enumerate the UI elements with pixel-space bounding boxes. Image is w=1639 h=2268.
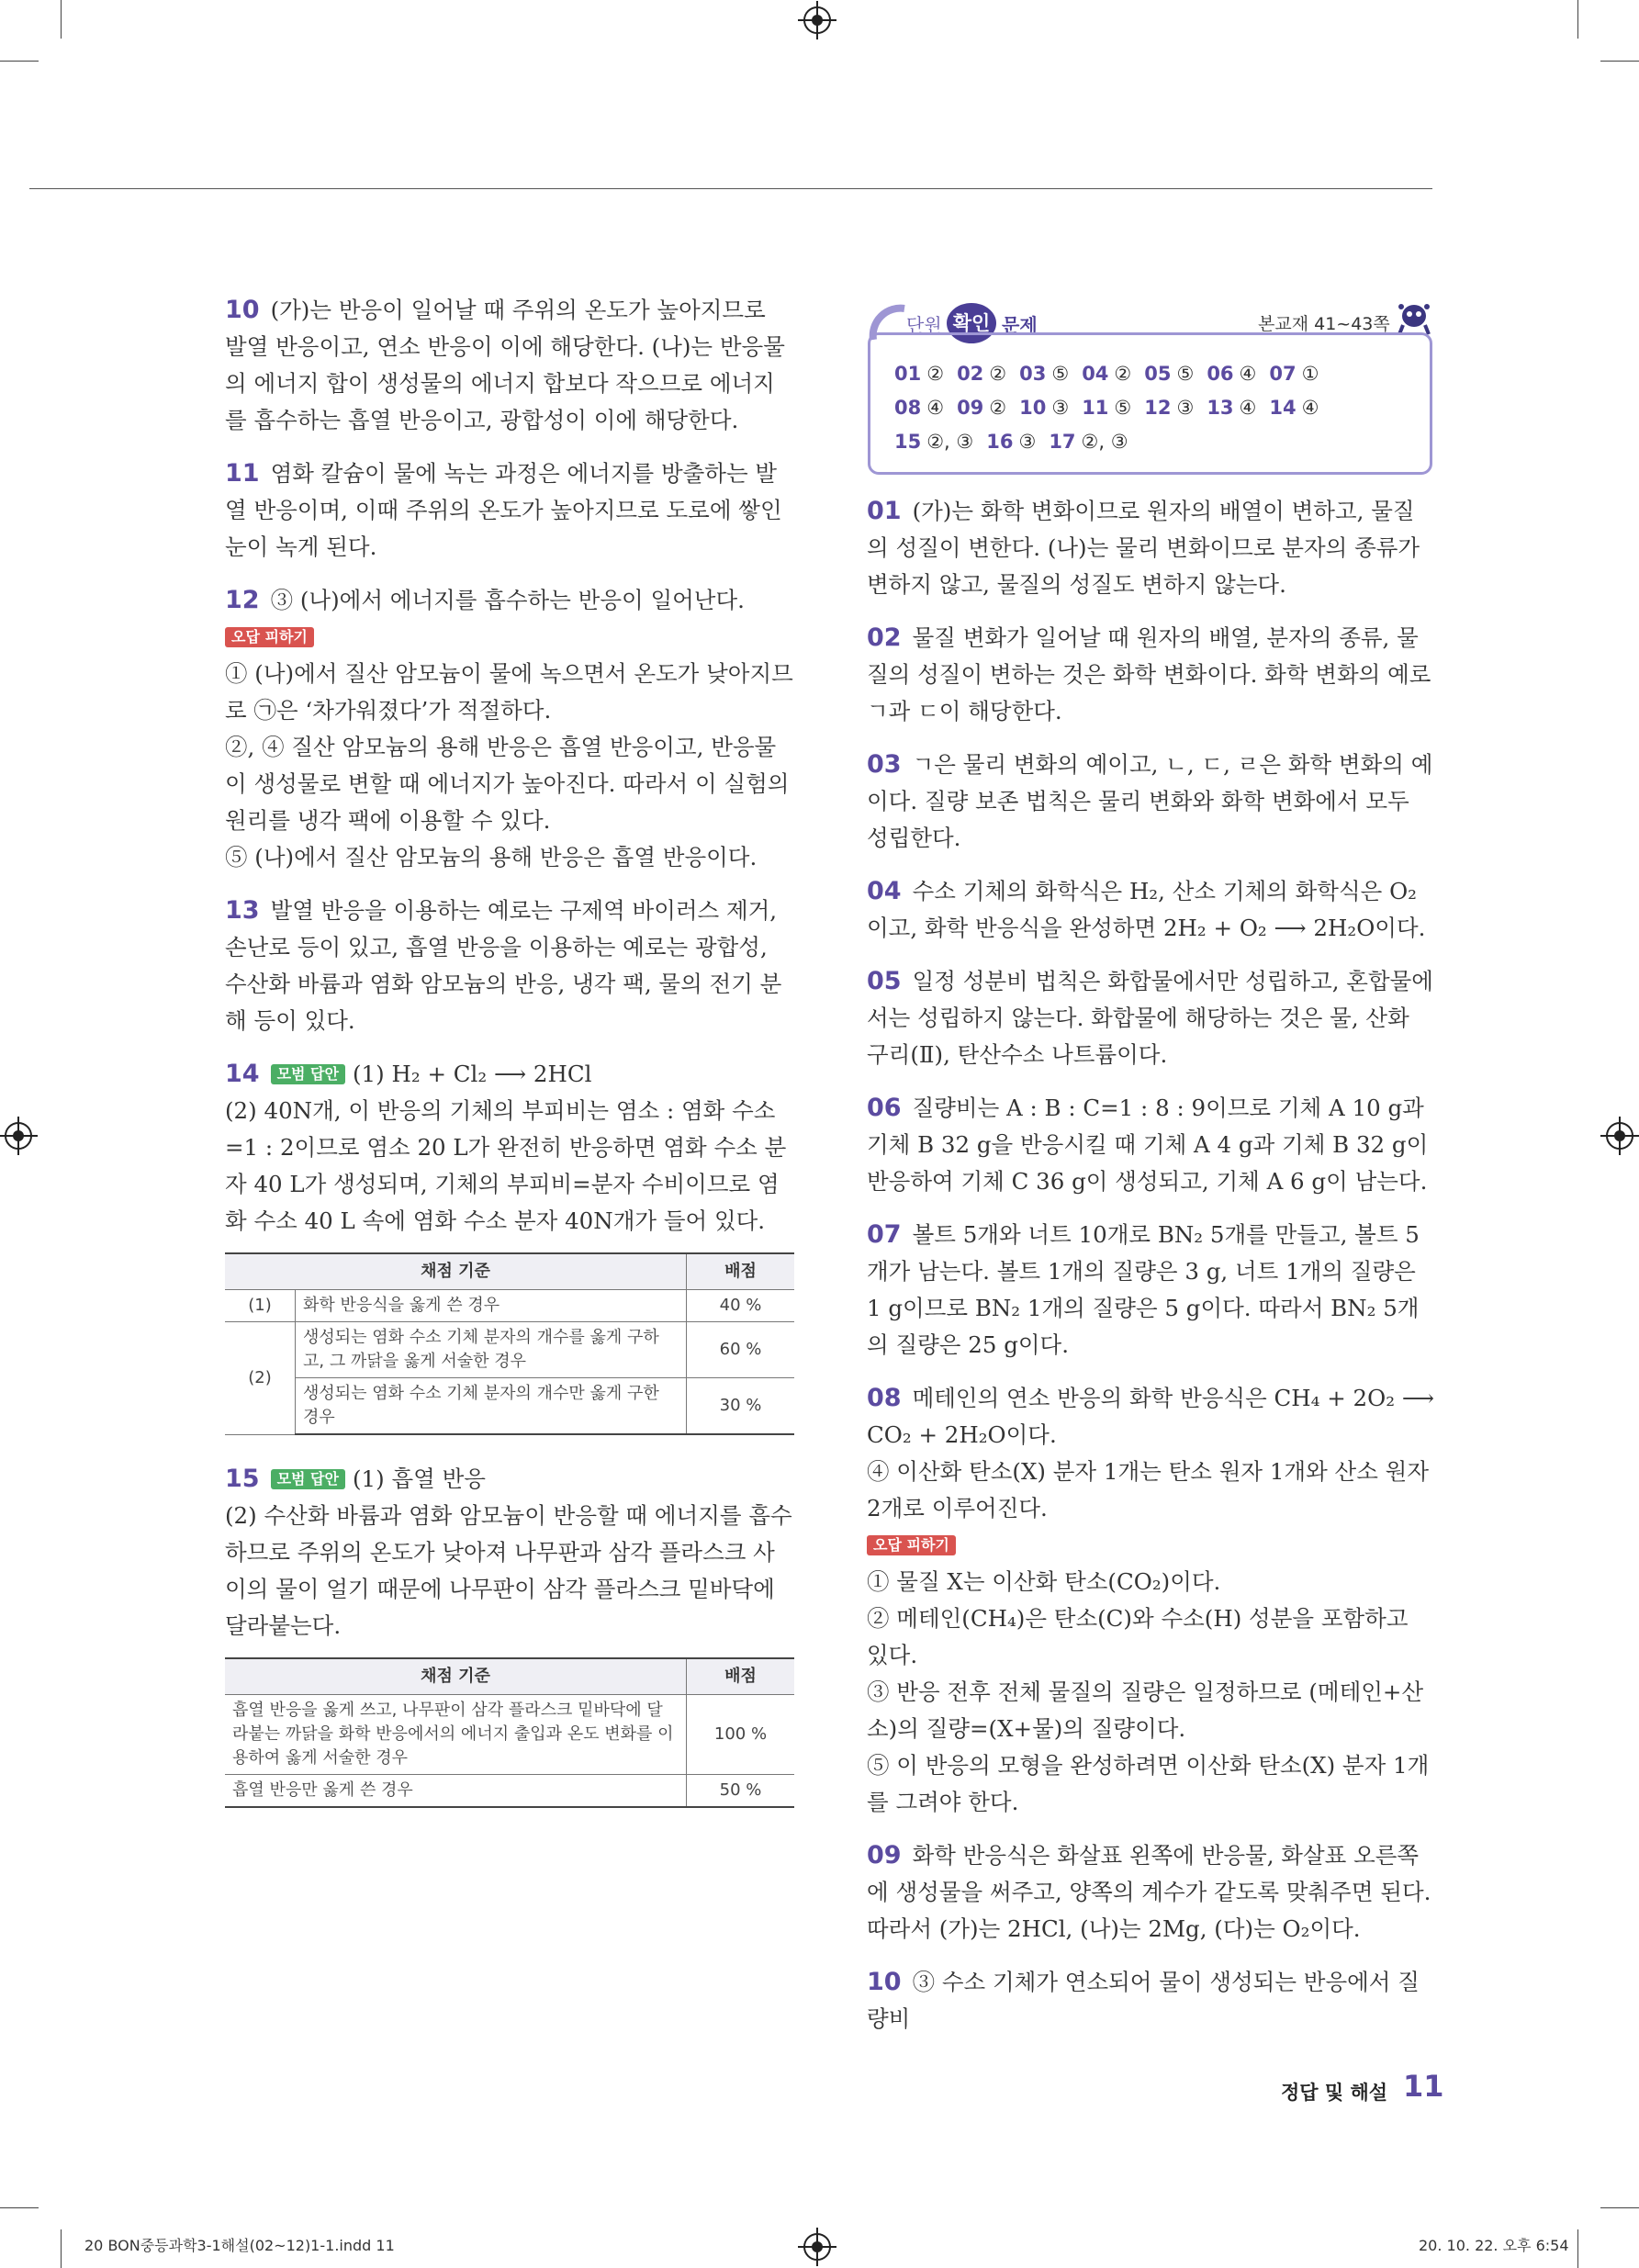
answer-key-number: 09 xyxy=(957,397,984,419)
slug-file: 20 BON중등과학3-1해설(02~12)1-1.indd 11 xyxy=(84,2237,395,2254)
crop-mark xyxy=(61,0,62,39)
crop-mark xyxy=(0,2207,39,2208)
crop-mark xyxy=(1600,61,1639,62)
model-answer-badge: 모범 답안 xyxy=(271,1064,345,1084)
answer-13: 13 발열 반응을 이용하는 예로는 구제역 바이러스 제거, 손난로 등이 있고, 흡열 반응을 이용하는 예로는 광합성, 수산화 바륨과 염화 암모늄의 반응, 냉각 팩, 물의 전기 분해 등이 있다. xyxy=(225,896,782,1034)
page-number: 11 xyxy=(1403,2069,1444,2104)
answer-key-choice: ②, ③ xyxy=(926,431,974,453)
slug-date: 20. 10. 22. 오후 6:54 xyxy=(1419,2237,1569,2254)
answer-key-choice: ② xyxy=(1114,363,1132,385)
answer-05: 05 일정 성분비 법칙은 화합물에서만 성립하고, 혼합물에서는 성립하지 않는다. 화합물에 해당하는 것은 물, 산화 구리(Ⅱ), 탄산수소 나트륨이다. xyxy=(867,967,1433,1068)
unit-check-header: 단원 확인 문제 본교재 41~43쪽 xyxy=(868,303,1432,343)
avoid-wrong-badge: 오답 피하기 xyxy=(867,1535,956,1555)
answer-key-number: 15 xyxy=(894,431,922,453)
answer-key-item xyxy=(1269,357,1319,391)
answer-10-right: 10 ③ 수소 기체가 연소되어 물이 생성되는 반응에서 질량비 xyxy=(867,1968,1420,2032)
registration-mark-icon xyxy=(5,1122,32,1150)
model-answer-badge: 모범 답안 xyxy=(271,1469,345,1489)
crop-mark xyxy=(61,2229,62,2268)
answer-11: 11 염화 칼슘이 물에 녹는 과정은 에너지를 방출하는 발열 반응이며, 이때 주위의 온도가 높아지므로 도로에 쌓인 눈이 녹게 된다. xyxy=(225,459,782,560)
answer-key-number: 01 xyxy=(894,363,922,385)
header-rule xyxy=(29,188,1432,189)
answer-key-item xyxy=(957,391,1006,425)
answer-key-item xyxy=(1019,357,1069,391)
avoid-wrong-badge: 오답 피하기 xyxy=(225,627,314,647)
answer-key-box xyxy=(868,332,1432,475)
crop-mark xyxy=(0,61,39,62)
answer-key-number: 17 xyxy=(1049,431,1076,453)
answer-14: 14 모범 답안 (1) H₂ + Cl₂ ⟶ 2HCl (2) 40N개, 이 반응의 기체의 부피비는 염소 : 염화 수소=1 : 2이므로 염소 20 L가 완전히 반응하면 염화 수소 분자 40 L가 생성되며, 기체의 부피비=분자 수비이므로 염화 수소 40 L 속에 염화 수소 분자 40N개가 들어 있다. 채점 기준 배점 (1) 화학 반응식을 옳게 쓴 경우 40 % (2) 생성되는 염화 수소 기체 분자의 개수를 옳게 구하고, 그 까닭을 옳게 서술한 경우 60 % 생성되는 염화 수소 기체 분자의 개수만 옳게 구한 경우 30 % xyxy=(225,1056,794,1435)
answer-key-number: 08 xyxy=(894,397,922,419)
answer-key-choice: ③ xyxy=(1051,397,1070,419)
answer-key-item xyxy=(957,357,1006,391)
answer-key-number: 12 xyxy=(1144,397,1172,419)
answer-key-number: 10 xyxy=(1019,397,1047,419)
answer-key-item xyxy=(894,425,973,459)
scoring-table-14: 채점 기준 배점 (1) 화학 반응식을 옳게 쓴 경우 40 % (2) 생성되는 염화 수소 기체 분자의 개수를 옳게 구하고, 그 까닭을 옳게 서술한 경우 60 % 생성되는 염화 수소 기체 분자의 개수만 옳게 구한 경우 30 % xyxy=(225,1252,794,1435)
answer-key-choice: ③ xyxy=(1018,431,1037,453)
answer-key-choice: ⑤ xyxy=(1114,397,1132,419)
answer-02: 02 물질 변화가 일어날 때 원자의 배열, 분자의 종류, 물질의 성질이 변하는 것은 화학 변화이다. 화학 변화의 예로 ㄱ과 ㄷ이 해당한다. xyxy=(867,623,1431,724)
answer-04: 04 수소 기체의 화학식은 H₂, 산소 기체의 화학식은 O₂이고, 화학 반응식을 완성하면 2H₂ + O₂ ⟶ 2H₂O이다. xyxy=(867,877,1426,941)
answer-key-choice: ⑤ xyxy=(1051,363,1070,385)
answer-key-number: 13 xyxy=(1207,397,1234,419)
answer-key-item xyxy=(894,357,944,391)
answer-key-list xyxy=(894,357,1331,459)
answer-key-number: 02 xyxy=(957,363,984,385)
answer-key-item xyxy=(986,425,1036,459)
left-column xyxy=(225,292,794,1834)
confirm-badge: 확인 xyxy=(947,303,996,343)
answer-07: 07 볼트 5개와 너트 10개로 BN₂ 5개를 만들고, 볼트 5개가 남는다. 볼트 1개의 질량은 3 g, 너트 1개의 질량은 1 g이므로 BN₂ 1개의 질량은 5 g이다. 따라서 BN₂ 5개의 질량은 25 g이다. xyxy=(867,1220,1420,1358)
answer-key-choice: ④ xyxy=(1301,397,1319,419)
answer-key-choice: ③ xyxy=(1176,397,1195,419)
registration-mark-icon xyxy=(803,2233,831,2261)
answer-key-choice: ②, ③ xyxy=(1081,431,1128,453)
answer-key-item xyxy=(1207,391,1256,425)
answer-key-item xyxy=(1269,391,1319,425)
answer-key-choice: ② xyxy=(989,397,1007,419)
answer-key-choice: ④ xyxy=(926,397,945,419)
answer-key-choice: ⑤ xyxy=(1176,363,1195,385)
answer-10: 10 (가)는 반응이 일어날 때 주위의 온도가 높아지므로 발열 반응이고, 연소 반응이 이에 해당한다. (나)는 반응물의 에너지 합이 생성물의 에너지 합보다 작으므로 에너지를 흡수하는 흡열 반응이고, 광합성이 이에 해당한다. xyxy=(225,296,785,433)
answer-key-number: 14 xyxy=(1269,397,1297,419)
answer-key-number: 03 xyxy=(1019,363,1047,385)
answer-key-item xyxy=(1207,357,1256,391)
answer-key-number: 05 xyxy=(1144,363,1172,385)
answer-12: 12 ③ (나)에서 에너지를 흡수하는 반응이 일어난다. 오답 피하기 ① (나)에서 질산 암모늄이 물에 녹으면서 온도가 낮아지므로 ㉠은 ‘차가워졌다’가 적절하다. ②, ④ 질산 암모늄의 용해 반응은 흡열 반응이고, 반응물이 생성물로 변할 때 에너지가 높아진다. 따라서 이 실험의 원리를 냉각 팩에 이용할 수 있다. ⑤ (나)에서 질산 암모늄의 용해 반응은 흡열 반응이다. xyxy=(225,586,793,870)
answer-key-number: 07 xyxy=(1269,363,1297,385)
answer-key-number: 06 xyxy=(1207,363,1234,385)
answer-key-choice: ② xyxy=(926,363,945,385)
scoring-table-15: 채점 기준 배점 흡열 반응을 옳게 쓰고, 나무판이 삼각 플라스크 밑바닥에 달라붙는 까닭을 화학 반응에서의 에너지 출입과 온도 변화를 이용하여 옳게 서술한 경우 100 % 흡열 반응만 옳게 쓴 경우 50 % xyxy=(225,1657,794,1808)
answer-key-item xyxy=(1082,357,1131,391)
answer-key-number: 16 xyxy=(986,431,1014,453)
crop-mark xyxy=(1577,2229,1578,2268)
answer-06: 06 질량비는 A : B : C=1 : 8 : 9이므로 기체 A 10 g과 기체 B 32 g을 반응시킬 때 기체 A 4 g과 기체 B 32 g이 반응하여 기체 C 36 g이 생성되고, 기체 A 6 g이 남는다. xyxy=(867,1094,1429,1195)
footer-label: 정답 및 해설 xyxy=(1281,2082,1388,2104)
answer-key-item xyxy=(1082,391,1131,425)
registration-mark-icon xyxy=(1606,1122,1633,1150)
answer-key-item xyxy=(1049,425,1128,459)
answer-key-item xyxy=(1144,391,1194,425)
registration-mark-icon xyxy=(803,6,831,34)
answer-key-number: 04 xyxy=(1082,363,1109,385)
answer-key-choice: ② xyxy=(989,363,1007,385)
answer-key-item xyxy=(1144,357,1194,391)
answer-key-item xyxy=(894,391,944,425)
answer-03: 03 ㄱ은 물리 변화의 예이고, ㄴ, ㄷ, ㄹ은 화학 변화의 예이다. 질량 보존 법칙은 물리 변화와 화학 변화에서 모두 성립한다. xyxy=(867,750,1433,851)
answer-key-choice: ④ xyxy=(1239,363,1257,385)
answer-key-number: 11 xyxy=(1082,397,1109,419)
answer-08: 08 메테인의 연소 반응의 화학 반응식은 CH₄ + 2O₂ ⟶ CO₂ + 2H₂O이다. ④ 이산화 탄소(X) 분자 1개는 탄소 원자 1개와 산소 원자 2개로 이루어진다. 오답 피하기 ① 물질 X는 이산화 탄소(CO₂)이다. ② 메테인(CH₄)은 탄소(C)와 수소(H) 성분을 포함하고 있다. ③ 반응 전후 전체 물질의 질량은 일정하므로 (메테인+산소)의 질량=(X+물)의 질량이다. ⑤ 이 반응의 모형을 완성하려면 이산화 탄소(X) 분자 1개를 그려야 한다. xyxy=(867,1384,1434,1815)
answer-09: 09 화학 반응식은 화살표 왼쪽에 반응물, 화살표 오른쪽에 생성물을 써주고, 양쪽의 계수가 같도록 맞춰주면 된다. 따라서 (가)는 2HCl, (나)는 2Mg, (다)는 O₂이다. xyxy=(867,1841,1431,1942)
crop-mark xyxy=(1577,0,1578,39)
answer-15: 15 모범 답안 (1) 흡열 반응 (2) 수산화 바륨과 염화 암모늄이 반응할 때 에너지를 흡수하므로 주위의 온도가 낮아져 나무판과 삼각 플라스크 사이의 물이 얼기 때문에 나무판이 삼각 플라스크 밑바닥에 달라붙는다. 채점 기준 배점 흡열 반응을 옳게 쓰고, 나무판이 삼각 플라스크 밑바닥에 달라붙는 까닭을 화학 반응에서의 에너지 출입과 온도 변화를 이용하여 옳게 서술한 경우 100 % 흡열 반응만 옳게 쓴 경우 50 % xyxy=(225,1461,794,1808)
answer-key-choice: ① xyxy=(1301,363,1319,385)
crop-mark xyxy=(1600,2207,1639,2208)
answer-key-choice: ④ xyxy=(1239,397,1257,419)
answer-01: 01 (가)는 화학 변화이므로 원자의 배열이 변하고, 물질의 성질이 변한다. (나)는 물리 변화이므로 분자의 종류가 변하지 않고, 물질의 성질도 변하지 않는다. xyxy=(867,497,1420,598)
answer-key-item xyxy=(1019,391,1069,425)
right-column xyxy=(867,493,1436,2038)
